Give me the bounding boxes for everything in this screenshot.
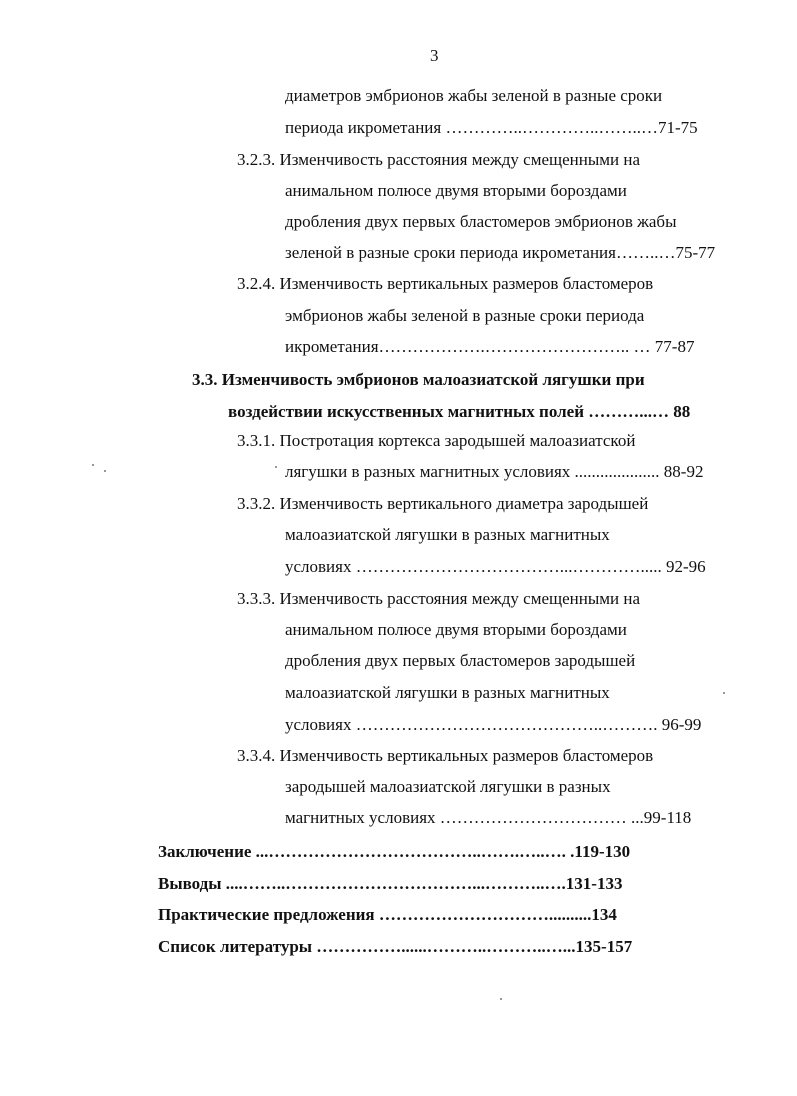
toc-line: магнитных условиях …………………………… ...99-118 xyxy=(285,808,692,827)
toc-line: диаметров эмбрионов жабы зеленой в разные сроки xyxy=(285,86,663,105)
toc-chapter: Заключение ...………………………………..…….…..…. .119-130 xyxy=(158,842,631,861)
scan-speck xyxy=(275,466,277,468)
toc-line: дробления двух первых бластомеров эмбрионов жабы xyxy=(285,212,677,231)
toc-line: икрометания……………….…………………….. … 77-87 xyxy=(285,337,695,356)
toc-chapter: Практические предложения …………………………..........134 xyxy=(158,905,617,924)
toc-line: периода икрометания …………..…………..……..…71-75 xyxy=(285,118,698,137)
scan-speck xyxy=(723,692,725,694)
toc-line: 3.2.4. Изменчивость вертикальных размеров бластомеров xyxy=(237,274,654,293)
toc-line: малоазиатской лягушки в разных магнитных xyxy=(285,525,610,544)
page-number: 3 xyxy=(430,46,439,65)
toc-line: 3.3.2. Изменчивость вертикального диаметра зародышей xyxy=(237,494,649,513)
toc-chapter: Выводы ....……..……………………………...………..….131-133 xyxy=(158,874,623,893)
toc-line: 3.3.3. Изменчивость расстояния между смещенными на xyxy=(237,589,641,608)
toc-line: анимальном полюсе двумя вторыми бороздами xyxy=(285,181,627,200)
toc-line: эмбрионов жабы зеленой в разные сроки периода xyxy=(285,306,645,325)
toc-line: лягушки в разных магнитных условиях .................... 88-92 xyxy=(285,462,704,481)
toc-line: условиях ……………………………………..………. 96-99 xyxy=(285,715,702,734)
scan-speck xyxy=(104,470,106,472)
toc-line: зеленой в разные сроки периода икрометания……..…75-77 xyxy=(285,243,716,262)
scan-speck xyxy=(500,998,502,1000)
scan-speck xyxy=(92,464,94,466)
toc-section-heading: воздействии искусственных магнитных полей ………...… 88 xyxy=(228,402,691,421)
toc-line: зародышей малоазиатской лягушки в разных xyxy=(285,777,611,796)
toc-line: условиях ………………………………...…………..... 92-96 xyxy=(285,557,706,576)
toc-line: 3.2.3. Изменчивость расстояния между смещенными на xyxy=(237,150,641,169)
toc-line: малоазиатской лягушки в разных магнитных xyxy=(285,683,610,702)
toc-chapter: Список литературы ……………......………..………..…...135-157 xyxy=(158,937,633,956)
toc-line: 3.3.1. Постротация кортекса зародышей малоазиатской xyxy=(237,431,636,450)
toc-line: анимальном полюсе двумя вторыми бороздами xyxy=(285,620,627,639)
toc-line: 3.3.4. Изменчивость вертикальных размеров бластомеров xyxy=(237,746,654,765)
toc-section-heading: 3.3. Изменчивость эмбрионов малоазиатской лягушки при xyxy=(192,370,645,389)
toc-line: дробления двух первых бластомеров зародышей xyxy=(285,651,636,670)
